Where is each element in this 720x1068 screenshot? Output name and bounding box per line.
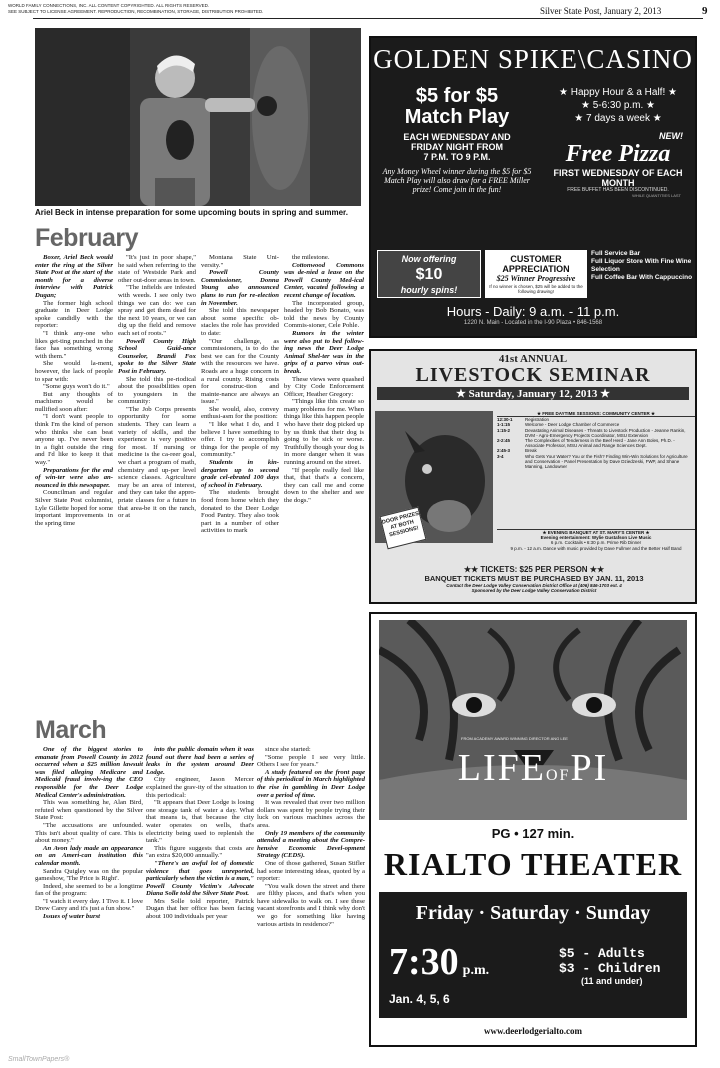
evening-dance: 9 p.m. - 12 a.m. Dance with music provided by Dave Fullmer and the Better Half Band [510, 545, 682, 551]
first-wednesday: FIRST WEDNESDAY OF EACH MONTH [553, 168, 683, 188]
article-paragraph: Powell County Commissioner, Donna Young also announced plans to run for re-election in November. [201, 269, 279, 307]
article-paragraph: "It's just in poor shape," he said when referring to the state of Westside Park and other out-door areas in town. [118, 254, 196, 284]
movie-title [371, 746, 695, 790]
february-column-3 [201, 254, 279, 712]
article-paragraph: Rumors in the winter were also put to bed follow-ing news the Deer Lodge Animal Shel-ter was in the grips of a parvo virus out-break. [284, 329, 364, 375]
customer-note: If no winner is chosen, $25 will be added to the following drawing! [489, 284, 583, 294]
article-paragraph: "I watch it every day. I Tivo it. I love Drew Carey and it's just a fun show." [35, 897, 143, 913]
free-sessions: ★ FREE DAYTIME SESSIONS: COMMUNITY CENTER ★ [497, 411, 695, 417]
show-time [389, 940, 489, 984]
boxer-photo-art [35, 28, 361, 206]
hours-daily: Hours - Daily: 9 a.m. - 11 p.m. [446, 304, 620, 319]
time-value: 7:30 [389, 941, 459, 983]
theater-website: www.deerlodgerialto.com [484, 1026, 582, 1036]
customer-appreciation-title: CUSTOMER APPRECIATION [502, 254, 570, 274]
article-paragraph: Cottonwood Commons was de-nied a lease on the Powell County Med-ical Center, vacated following a recent change of location. [284, 261, 364, 299]
article-paragraph: "You walk down the street and there are filthy places, and that's when you have sidewalks to walk on. I see these vacant storefronts and I think why don't we go for something like having various artists in residence?" [257, 882, 365, 928]
service-item: Full Service Bar [591, 250, 641, 257]
adult-price: $5 - Adults [559, 946, 645, 961]
tickets-price: ★★ TICKETS: $25 PER PERSON ★★ [463, 565, 605, 574]
casino-address: 1220 N. Main - Located in the I-90 Plaza • 846-1568 [463, 320, 603, 326]
buffet-note: FREE BUFFET HAS BEEN DISCONTINUED. [567, 187, 669, 193]
article-paragraph: "I like what I do, and I believe I have something to offer. I try to accomplish things for the people of my community." [201, 421, 279, 459]
evening-banquet [497, 529, 695, 551]
new-badge: NEW! [659, 131, 683, 141]
february-column-1 [35, 254, 113, 712]
friday-night: FRIDAY NIGHT FROM [410, 142, 503, 152]
sponsor: Sponsored by the Deer Lodge Valley Conservation District [471, 588, 597, 594]
schedule-time: 2-2:45 [497, 438, 511, 444]
article-paragraph: One of the biggest stories to emanate from Powell County in 2012 occurred when a $25 million lawsuit was filed alleging Medicare and Medicaid fraud involv-ing the CEO responsible for the Deer Lodge Medical Center's administration. [35, 746, 143, 799]
while-quantities: WHILE QUANTITIES LAST [632, 193, 681, 198]
article-paragraph: Students in kin-dergarten up to second grade cel-ebrated 100 days of school in February. [201, 459, 279, 489]
showtimes-box [379, 892, 687, 1018]
happy-hour-line-1: ★ Happy Hour & a Half! ★ [559, 87, 677, 98]
article-paragraph: She told this newspaper about some specific ob-stacles the role has provided to date: [201, 307, 279, 337]
march-column-1 [35, 746, 143, 1051]
article-paragraph: The incorporated group, headed by Bob Bonato, was told the news by County Commis-sioner, Cele Pohle. [284, 299, 364, 330]
ticket-block [375, 565, 693, 593]
schedule-row [497, 428, 695, 438]
paper-dateline: Silver State Post, January 2, 2013 [540, 6, 662, 16]
evening-entertainment: Evening entertainment: Wylie Gustafson Live Music [540, 535, 652, 541]
each-wednesday: EACH WEDNESDAY AND [403, 132, 511, 142]
schedule-time: 3-4 [497, 453, 504, 459]
license-notice: SEE SUBJECT TO LICENSE AGREEMENT. REPRODUCTION, RECOMBINATION, STORAGE, DISTRIBUTION PROHIBITED. [8, 9, 264, 14]
article-paragraph: She told this pe-riodical about the possibilities open to youngsters in the community: [118, 375, 196, 406]
article-paragraph: "Our challenge, as commissioners, is to do the best we can for the County with the resources we have. Roads are a huge concern in a rural county. Rising costs for construc-tion and mainte-nance are always an issue." [201, 337, 279, 406]
winner-progressive: $25 Winner Progressive [496, 274, 576, 283]
article-paragraph: "The accusations are unfounded. This isn't about quality of care. This is about money." [35, 821, 143, 845]
article-paragraph: The students brought food from home which they donated to the Deer Lodge Food Pantry. They also took part in a number of other activities to mark [201, 489, 279, 535]
article-paragraph: Boxer, Ariel Beck would enter the ring at the Silver State Post at the start of the month for a diverse interview with Patrick Dugan; [35, 254, 113, 299]
article-paragraph: "Things like this create so many problems for me. When things like this happen people who have their dog picked up by us think that their dog is going to be sick or worse. Truthfully though your dog is in more danger when it was running around on the street. [284, 398, 364, 467]
free-pizza: Free Pizza [565, 141, 671, 167]
theater-name: RIALTO THEATER [383, 846, 683, 882]
rating-runtime: PG • 127 min. [491, 826, 575, 841]
rialto-theater-ad [369, 612, 697, 1047]
show-days: Friday · Saturday · Sunday [415, 902, 651, 924]
play-time: 7 P.M. TO 9 P.M. [423, 152, 491, 162]
schedule-time: 1-1:15 [497, 422, 511, 428]
livestock-seminar-ad [369, 349, 697, 604]
article-paragraph: This figure suggests that costs are "an extra $20,000 annually." [146, 844, 254, 860]
article-paragraph: A study featured on the front page of this periodical in March highlighted the rise in gambling in Deer Lodge over a period of time. [257, 768, 365, 799]
article-paragraph: Only 19 members of the community attended a meeting about the Compre-hensive Economic Devel-opment Strategy (CEDS). [257, 829, 365, 860]
article-paragraph: One of those gathered, Susan Stifler had some interesting ideas, quoted by a reporter: [257, 859, 365, 883]
schedule-time: 2:45-3 [497, 448, 511, 454]
watermark: SmallTownPapers® [8, 1056, 70, 1063]
boxer-photo [35, 28, 361, 206]
child-price: $3 - Children [559, 961, 661, 976]
article-paragraph: An Avon lady made an appearance on an Ameri-can institution this calendar month. [35, 844, 143, 867]
article-paragraph: "If people really feel like that, that that's a concern, they can call me and come down to the shelter and see the dogs." [284, 466, 364, 504]
article-paragraph: into the public domain when it was found out there had been a series of leaks in the system around Deer Lodge. [146, 746, 254, 776]
schedule-desc: Registration [525, 417, 550, 423]
article-paragraph: City engineer, Jason Mercer explained the grav-ity of the situation to this periodical: [146, 776, 254, 799]
schedule-desc: The Complexities of Tenderness in the Beef Herd - Jane Ann Boles, Ph.D. - Associate Professor, MSU Animal and Range Sciences Dept. [525, 438, 675, 449]
money-wheel-text: Any Money Wheel winner during the $5 for $5 Match Play will also draw for a FREE Miller prize! Come join in the fun! [382, 167, 532, 194]
february-column-2 [118, 254, 196, 712]
article-paragraph: Montana State Uni-versity." [201, 254, 279, 269]
seminar-date: ★ Saturday, January 12, 2013 ★ [377, 387, 689, 400]
service-item: Full Liquor Store With Fine Wine Selection [591, 258, 692, 273]
article-paragraph: The former high school graduate in Deer Lodge spoke candidly with the reporter: [35, 299, 113, 330]
seminar-annual: 41st ANNUAL [498, 353, 568, 365]
article-paragraph: But any thoughts of machismo would be nullified soon after: [35, 390, 113, 413]
golden-spike-casino-ad [369, 36, 697, 338]
article-paragraph: Indeed, she seemed to be a longtime fan of the program: [35, 882, 143, 898]
customer-appreciation-box [485, 250, 587, 298]
article-paragraph: "I think any-one who likes get-ting punched in the face has something wrong with them." [35, 329, 113, 360]
ticket-prices [559, 946, 681, 986]
february-column-4 [284, 254, 364, 712]
tiger-icon [379, 620, 687, 820]
march-column-2 [146, 746, 254, 1051]
article-paragraph: "The infields are infested with weeds. I see only two things we can do: we can spray and get them dead for the next 10 years, or we can dig up the field and remove each set of roots." [118, 284, 196, 337]
happy-hour-line-2: ★ 5-6:30 p.m. ★ [580, 100, 656, 111]
section-heading-march: March [35, 716, 107, 744]
hourly-spins: hourly spins! [400, 285, 458, 295]
section-heading-february: February [35, 224, 138, 252]
banquet-deadline: BANQUET TICKETS MUST BE PURCHASED BY JAN. 11, 2013 [424, 574, 644, 583]
article-paragraph: "Some people I see very little. Others I see for years." [257, 753, 365, 769]
seminar-schedule [497, 411, 695, 469]
seminar-title: LIVESTOCK SEMINAR [415, 364, 651, 386]
hourly-spins-box [377, 250, 481, 298]
article-paragraph: Councilman and regular Silver State Post columnist, Lyle Gillette hoped for some important improvements in the spring time [35, 489, 113, 527]
schedule-desc: Welcome - Deer Lodge Chamber of Commerce [525, 422, 620, 428]
article-paragraph: since she started: [265, 746, 311, 753]
ten-dollar: $10 [415, 266, 443, 283]
movie-title-of: OF [545, 767, 571, 784]
match-play-line-2: Match Play [404, 106, 510, 128]
photo-caption: Ariel Beck in intense preparation for some upcoming bouts in spring and summer. [35, 208, 348, 217]
article-paragraph: It was revealed that over two million dollars was spent by people trying their luck on various machines across the area. [257, 799, 365, 829]
article-paragraph: This was something he, Alan Bird, refuted when questioned by the Silver State Post: [35, 799, 143, 822]
child-age: (11 and under) [581, 976, 643, 986]
contact-info: Contact the Deer Lodge Valley Conservation District Office at (406) 846-1703 ext. 4 [446, 583, 622, 588]
article-paragraph: She would la-ment, however, the lack of people to spar with: [35, 360, 113, 383]
article-paragraph: She would, also, convey enthusi-asm for the position: [201, 405, 279, 421]
article-paragraph: the milestone. [292, 254, 330, 261]
copyright-notice: WORLD FAMILY CONNECTIONS, INC. ALL CONTENT COPYRIGHTED. ALL RIGHTS RESERVED. [8, 3, 210, 8]
schedule-row [497, 438, 695, 448]
happy-hour-line-3: ★ 7 days a week ★ [574, 113, 662, 124]
article-paragraph: "I don't want people to think I'm the kind of person who thinks she can beat anyone up. I've never been in a fight outside the ring and I'd like to keep it that way." [35, 413, 113, 467]
match-play-block [377, 86, 537, 194]
article-paragraph: Issues of water burst [43, 913, 101, 921]
tiger-image [379, 620, 687, 820]
movie-title-pi: PI [570, 747, 609, 789]
march-column-3 [257, 746, 365, 1051]
article-paragraph: "The Job Corps presents opportunity for some students. They can learn a variety of skills, and the experience is very positive for most. If nursing or medicine is the ca-reer goal, we chart a program of math, chemistry and up-per level science classes. Agriculture may be an area of interest, and they can take the appro-priate classes for a future in that area-be it on the ranch, or at [118, 405, 196, 520]
movie-title-life: LIFE [457, 747, 546, 789]
schedule-time: 12:30-1 [497, 417, 513, 423]
casino-title: GOLDEN SPIKE\CASINO [373, 44, 693, 74]
article-paragraph: "There's an awful lot of domestic violence that goes unreported, particularly when the victim is a man," Powell County Victim's Advocate Diana Solle told the Silver State Post. [146, 859, 254, 898]
article-paragraph: Preparations for the end of win-ter were also an-nounced in this newspaper. [35, 466, 113, 489]
happy-hour-block [543, 86, 693, 198]
article-paragraph: These views were quashed by City Code Enforcement Officer, Heather Gregory: [284, 375, 364, 398]
time-pm: p.m. [462, 963, 490, 978]
schedule-rows [497, 417, 695, 469]
schedule-time: 1:15-2 [497, 427, 511, 433]
schedule-desc: Who Gets Your Water? You or the Fish? Finding Win-Win Solutions for Agriculture and Conservation - Panel Presentation by Dave Dziedzeski, FWP, and Shane Manning, Landowner [525, 453, 688, 470]
hours-block [371, 304, 695, 327]
schedule-desc: Devastating Animal Diseases - Threats to Livestock Production - Jeanne Rankin, DVM - Agro-Emergency Projects Coordinator, MSU Extension [525, 427, 686, 438]
now-offering: Now offering [401, 254, 457, 264]
schedule-row [497, 454, 695, 470]
match-play-line-1: $5 for $5 [415, 85, 499, 107]
article-paragraph: Sandra Quigley was on the popular gameshow, 'The Price is Right'. [35, 867, 143, 883]
article-paragraph: Powell County High School Guid-ance Counselor, Brandi Fox spoke to the Silver State Post in February. [118, 337, 196, 375]
evening-times: 6 p.m. Cocktails • 6:30 p.m. Prime Rib Dinner [550, 540, 642, 546]
show-dates: Jan. 4, 5, 6 [389, 992, 450, 1006]
services-list [591, 250, 695, 298]
header-rule [33, 18, 703, 19]
door-prizes: DOOR PRIZES AT BOTH SESSIONS! [381, 510, 420, 539]
page-number: 9 [702, 5, 708, 17]
evening-title: ★ EVENING BANQUET AT ST. MARY'S CENTER ★ [497, 529, 695, 535]
article-paragraph: "Some guys won't do it." [43, 383, 110, 391]
article-paragraph: "It appears that Deer Lodge is losing one storage tank of water a day. What that means is, that because the city water operates on wells, that's electricity being used to replenish the tank." [146, 799, 254, 845]
service-item: Full Coffee Bar With Cappuccino [591, 274, 693, 281]
award-line: FROM ACADEMY AWARD WINNING DIRECTOR ANG LEE [461, 736, 568, 741]
article-paragraph: Mrs Solle told reporter, Patrick Dugan that her office has been facing about 100 individuals per year [146, 897, 254, 921]
schedule-desc: Break [525, 448, 537, 454]
